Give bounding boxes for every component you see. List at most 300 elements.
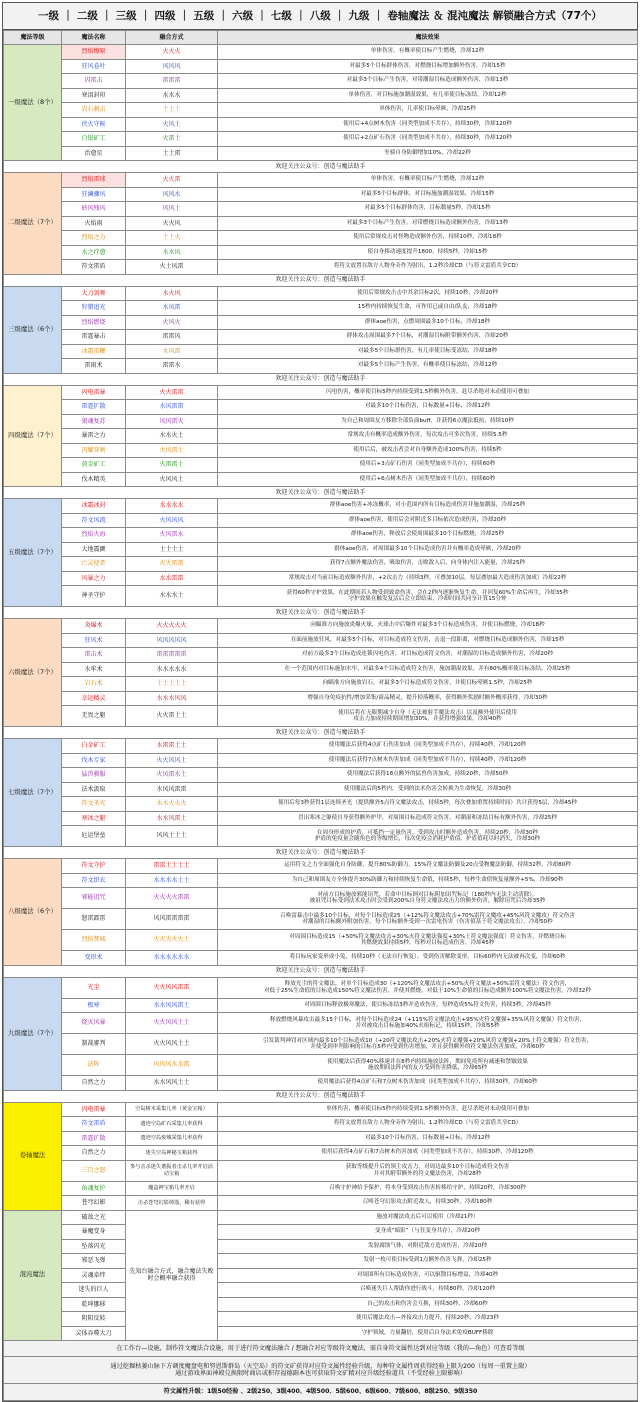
table-row [4, 260, 638, 275]
footer-row [4, 1341, 638, 1357]
magic-effect: 为自己和周围友方全体提升30%防御力和持续恢复生命值，持续5秒，每秒生命值恢复量额外+5%，冷却90秒 [218, 873, 638, 888]
magic-effect: 在一个范围内对目标施加水牢，对最多4个目标造成符文伤害，施加潮湿效果，并有80%概率使目标冻结，冷却25秒 [218, 662, 638, 677]
magic-name: 岩石刺击 [62, 103, 126, 118]
magic-name: 大地震颤 [62, 542, 126, 557]
tier-label: 二级魔法（7个） [4, 173, 62, 275]
table-row [4, 662, 638, 677]
magic-effect: 使用后+6点树木伤害（同类型加成不共存），持续60秒 [218, 472, 638, 487]
magic-name: 雷雨术 [62, 359, 126, 374]
table-row [4, 400, 638, 415]
tier-label: 五级魔法（7个） [4, 499, 62, 607]
magic-name: 角魂复护 [62, 1181, 126, 1196]
fusion-combo: 土土火 [126, 231, 218, 246]
magic-name: 大刀剑舞 [62, 286, 126, 301]
fusion-combo: 雷雷水 [126, 359, 218, 374]
table-row [4, 811, 638, 826]
fusion-combo: 火土风雷 [126, 260, 218, 275]
magic-effect: 使用后常规攻击对怪物造成额外伤害，持续10秒，冷却18秒 [218, 231, 638, 246]
fusion-combo: 土土土土 [126, 542, 218, 557]
magic-name: 亡灵使者 [62, 557, 126, 572]
notice-row [4, 847, 638, 859]
table-row [4, 359, 638, 374]
table-row [4, 245, 638, 260]
fusion-combo: 土土土土土 [126, 677, 218, 692]
magic-name: 砂风残风 [62, 202, 126, 217]
table-row [4, 1146, 638, 1161]
fusion-combo: 风风风水水雷 [126, 1055, 218, 1076]
magic-name: 烧灭风暴 [62, 1013, 126, 1034]
magic-effect: 常规攻击对当前目标造成额外伤害，+2次击力（持续3秒，可叠加10层，每层叠加最大造成伤害加成）冷却22秒 [218, 571, 638, 586]
magic-name: 符文雷盾 [62, 260, 126, 275]
fusion-combo: 火风雷土 [126, 443, 218, 458]
magic-effect: 群体aoe伤害，使用后会对附近多目标依次造成伤害，冷却20秒 [218, 513, 638, 528]
fusion-combo: 火雷土 [126, 132, 218, 147]
magic-effect: 获取等级提升后的领主攻击力，对周边最多10个目标造成符文伤害 并对其附带额外的符文魔法伤害，冷却28秒 [218, 1160, 638, 1181]
fusion-combo: 先知台融合方式，融合魔法失败时会概率融合获得 [126, 1210, 218, 1341]
magic-effect: 对最多5个目标群体伤害，对燃烧目标增加额外伤害，冷却15秒 [218, 59, 638, 74]
magic-fusion-sheet [2, 2, 638, 1402]
fusion-combo: 风风土土土 [126, 826, 218, 847]
fusion-combo: 水水风 [126, 245, 218, 260]
magic-name: 猛兽驯服 [62, 768, 126, 783]
table-row [4, 472, 638, 487]
table-row [4, 88, 638, 103]
magic-effect: 使用后后，被攻击者会对自身额外造成100%伤害，持续5秒 [218, 443, 638, 458]
table-row [4, 1239, 638, 1254]
magic-name: 烈焰燃烧 [62, 315, 126, 330]
fusion-combo: 雷雷风 [126, 330, 218, 345]
table-row [4, 1181, 638, 1196]
magic-effect: 使用魔法后获得40%移速并在8秒内持续施放法阵，期间免疫所有减速和禁锢效果 施放期间法阵内的友方受到伤害降低，冷却65秒 [218, 1055, 638, 1076]
table-row [4, 414, 638, 429]
magic-name: 狩猎追光 [62, 301, 126, 316]
magic-effect: 在面前施放狂风，对最多5个目标，对目标造成符文伤害，击退一段距离，对燃烧目标造成额外伤害，冷却15秒 [218, 633, 638, 648]
table-row [4, 998, 638, 1013]
table-row [4, 1268, 638, 1283]
table-row [4, 231, 638, 246]
magic-name: 伐木专家 [62, 753, 126, 768]
fusion-combo: 雷雷雷雷雷 [126, 648, 218, 663]
magic-name: 冰霜冰封 [62, 499, 126, 514]
notice-row [4, 487, 638, 499]
table-row [4, 187, 638, 202]
magic-effect: 对周围目标造成15（+50%符文魔法攻击+30%火符文魔法强度+30%土符文魔法强度）符文伤害，并燃烧目标 其燃烧效果持续5秒，每秒对目标造成伤害，冷却45秒 [218, 930, 638, 951]
table-row [4, 633, 638, 648]
magic-effect: 群体攻击周围最多7个目标，对潮湿目标附带额外伤害，冷却20秒 [218, 330, 638, 345]
magic-effect: 使用魔法后获得18点额外的猛兽伤害加成，持续20秒，冷却50秒 [218, 768, 638, 783]
magic-name: 伏火守候 [62, 117, 126, 132]
magic-name: 厄运堡垒 [62, 826, 126, 847]
magic-name: 寒泪封印 [62, 88, 126, 103]
table-row [4, 1297, 638, 1312]
magic-effect: 使用后获得4点矿石和7点树木伤害加成（同类型加成不共存），持续30秒，冷却120秒 [218, 1146, 638, 1161]
table-row [4, 768, 638, 783]
table-row [4, 429, 638, 444]
tier-label: 卷轴魔法 [4, 1102, 62, 1210]
magic-name: 符文守护 [62, 859, 126, 874]
magic-effect: 在周身形成的护盾，可抵挡一定量伤害，受到攻击时额外造成伤害，持续20秒，冷却30秒 护盾的免疫量会随角色的等级增长，每次免疫会消耗护盾值，护盾值耗尽时消失，冷却30秒 [218, 826, 638, 847]
notice-row [4, 965, 638, 977]
magic-name: 雷霆扩散 [62, 400, 126, 415]
fusion-combo: 火风风土 [126, 472, 218, 487]
magic-name: 灵魂牵绊 [62, 1268, 126, 1283]
magic-effect: 引发裁判神罚对区域内最多10个目标造成10（+20符文魔法攻击+20%火符文魔强+20%风符文魔强+20%土符文魔强）符文伤害， 并使受到审判影响的目标在5秒内受到伤害增加，并且获得额外的符文魔法伤害加成，冷却60秒 [218, 1034, 638, 1055]
magic-name: 怒雷霹雳 [62, 909, 126, 930]
magic-effect: 发射一枚可使目标受到1点额外伤害飞弹，冷却25秒 [218, 1254, 638, 1269]
magic-name: 狼魂复苏 [62, 414, 126, 429]
fusion-combo: 水风雷 [126, 301, 218, 316]
table-row [4, 132, 638, 147]
table-row [4, 1117, 638, 1132]
table-row [4, 1013, 638, 1034]
table-row [4, 1102, 638, 1117]
table-row [4, 499, 638, 514]
table-row [4, 739, 638, 754]
magic-name: 阴阳反转 [62, 1312, 126, 1327]
notice-row [4, 607, 638, 619]
tier-label: 一级魔法（8个） [4, 45, 62, 161]
notice-row [4, 274, 638, 286]
magic-effect: 群体aoe伤害，释放后会使周围最多10个目标燃烧，冷却25秒 [218, 528, 638, 543]
fusion-combo: 火火风风雷雷 [126, 977, 218, 998]
table-row [4, 458, 638, 473]
table-row [4, 202, 638, 217]
tier-label: 四级魔法（7个） [4, 385, 62, 487]
magic-table [3, 30, 638, 1401]
table-row [4, 1254, 638, 1269]
fusion-combo: 火火雷雷 [126, 385, 218, 400]
fusion-combo: 遗迹空岛矿石采集儿率获得 [126, 1117, 218, 1132]
magic-effect: 增强自身免疫抗性/增加采集/商品精灵，提升掉落概率，获得额外奖励时额外概率获得，冷却30秒 [218, 691, 638, 706]
table-row [4, 344, 638, 359]
magic-name: 破敌之光 [62, 1210, 126, 1225]
magic-name: 暴雷之力 [62, 429, 126, 444]
fusion-combo: 水水水水水 [126, 662, 218, 677]
table-row [4, 677, 638, 692]
magic-name: 极寒 [62, 998, 126, 1013]
fusion-combo: 风风风风风 [126, 633, 218, 648]
table-row [4, 330, 638, 345]
magic-name: 幸运精灵 [62, 691, 126, 706]
magic-effect: 单体伤害，对目标施加潮湿效果，有几率使目标冻结，冷却12秒 [218, 88, 638, 103]
magic-effect: 获得7点额外魔法伤害，吸取伤害，击败敌人后，向身体内注入能量，冷却25秒 [218, 557, 638, 572]
fusion-combo: 风风雷雷雷雷 [126, 909, 218, 930]
fusion-combo: 水风雷雷 [126, 400, 218, 415]
magic-name: 坠落闪光 [62, 1239, 126, 1254]
magic-name: 雷霆暴击 [62, 330, 126, 345]
table-header-row [4, 31, 638, 45]
magic-name: 雷霆扩散 [62, 1131, 126, 1146]
magic-name: 乾坤挪移 [62, 1297, 126, 1312]
header-name: 魔法名称 [62, 31, 126, 45]
table-row [4, 315, 638, 330]
fusion-combo: 火火火火火土 [126, 930, 218, 951]
fusion-combo: 水风风雷雷 [126, 782, 218, 797]
tier-label: 七级魔法（7个） [4, 739, 62, 847]
magic-effect: 召唤守护神给予保护，将本身受到攻击伤害转移给守护，持续20秒，冷却300秒 [218, 1181, 638, 1196]
magic-name: 水牢术 [62, 662, 126, 677]
magic-effect: 运用符文之力全面强化自身防御，提升80%防御力，15%符文魔法防御及20点受物魔法防御，持续32秒，冷却80秒 [218, 859, 638, 874]
table-row [4, 1055, 638, 1076]
notice-text: 欢迎关注公众号：创造与魔法助手 [4, 965, 638, 977]
table-row [4, 513, 638, 528]
magic-effect: 使用后将在无限期减少自身（无法被射手魔法攻击）以及额外使用后使用 攻击力加成持续期间增加30%，并获得增强效果，冷却40秒 [218, 706, 638, 727]
table-row [4, 930, 638, 951]
tier-label: 九级魔法（7个） [4, 977, 62, 1090]
notice-text: 欢迎关注公众号：创造与魔法助手 [4, 607, 638, 619]
table-row [4, 1131, 638, 1146]
table-row [4, 173, 638, 188]
magic-effect: 使用魔法后获得7点树木伤害加成（同类型加成不共存），持续40秒，冷却120秒 [218, 753, 638, 768]
page-title: 一级 ｜ 二级 ｜ 三级 ｜ 四级 ｜ 五级 ｜ 六级 ｜ 七级 ｜ 八级 ｜ 九级 ｜ 卷轴魔法 ＆ 混沌魔法 解锁融合方式（77个） [3, 3, 637, 30]
table-row [4, 1076, 638, 1091]
magic-name: 邪恶飞弹 [62, 1254, 126, 1269]
table-row [4, 103, 638, 118]
magic-effect: 使用后常规攻击击中其余目标2次，持续10秒，冷却20秒 [218, 286, 638, 301]
magic-name: 制裁審判 [62, 1034, 126, 1055]
fusion-combo: 水火风 [126, 286, 218, 301]
table-row [4, 826, 638, 847]
magic-effect: 群体aoe伤害，点燃周围最多10个目标，冷却18秒 [218, 315, 638, 330]
footer-line: 在工作台—设施，制作符文魔法合设施，用于进行符文魔法融合 / 想融合对应等级符文魔法，需自身符文属性达到对应等级（我的—角色）可查看等级 [4, 1341, 638, 1357]
magic-name: 狂澜骤风 [62, 187, 126, 202]
magic-name: 烈焰火海 [62, 528, 126, 543]
magic-effect: 对最多5个目标产生伤害，有概率使目标冻结，冷却12秒 [218, 359, 638, 374]
fusion-combo: 水水火土 [126, 429, 218, 444]
magic-name: 岩石术 [62, 677, 126, 692]
footer [4, 1341, 638, 1401]
magic-name: 符文雷盾 [62, 1117, 126, 1132]
table-row [4, 619, 638, 634]
table-row [4, 1160, 638, 1181]
fusion-combo: 水风雷 [126, 344, 218, 359]
magic-name: 三百之怒 [62, 1160, 126, 1181]
magic-effect: 群体aoe伤害+冰冻概率，对小范围内所有目标造成伤害并施加潮湿，冷却25秒 [218, 499, 638, 514]
fusion-combo: 水水水水水水 [126, 951, 218, 966]
fusion-combo: 水水风雷土 [126, 811, 218, 826]
magic-name: 狂风术 [62, 633, 126, 648]
notice-text: 欢迎关注公众号：创造与魔法助手 [4, 487, 638, 499]
fusion-combo: 风风土 [126, 202, 218, 217]
magic-name: 无畏之躯 [62, 706, 126, 727]
notice-text: 欢迎关注公众号：创造与魔法助手 [4, 727, 638, 739]
fusion-combo: 火风风风 [126, 513, 218, 528]
table-row [4, 117, 638, 132]
magic-name: 烈焰雷球 [62, 173, 126, 188]
table-row [4, 59, 638, 74]
fusion-combo: 水水水风风 [126, 691, 218, 706]
header-tier: 魔法等级 [4, 31, 62, 45]
magic-name: 伐木精英 [62, 472, 126, 487]
magic-effect: 对周围所有目标造成伤害，可以驱散目标增益，冷却40秒 [218, 1268, 638, 1283]
fusion-combo: 火火雷土土 [126, 706, 218, 727]
magic-effect: 释放燃烧风暴攻击最多15个目标，对每个目标造成24（+115%符文魔法攻击+95%火符文魔强+35%风符文魔强）符文伤害， 并对被攻击目标施加40%火焰标记，持续15秒，冷却55秒 [218, 1013, 638, 1034]
fusion-combo: 参与击杀迷失谐振者击杀儿率开启活动宝箱 [126, 1160, 218, 1181]
magic-name: 灵体吞噬大刀 [62, 1326, 126, 1341]
table-row [4, 1210, 638, 1225]
table-row [4, 286, 638, 301]
table-row [4, 909, 638, 930]
fusion-combo: 水水风风土土 [126, 1076, 218, 1091]
table-row [4, 691, 638, 706]
table-row [4, 443, 638, 458]
fusion-combo: 土土雷 [126, 146, 218, 161]
fusion-combo: 火风土 [126, 117, 218, 132]
fusion-combo: 火雷雷土 [126, 458, 218, 473]
magic-name: 寒冰之躯 [62, 811, 126, 826]
tier-label: 六级魔法（7个） [4, 619, 62, 727]
fusion-combo: 水水风风雷土 [126, 998, 218, 1013]
magic-effect: 使用后+4点树木伤害（同类型加成不共存），持续30秒，冷却120秒 [218, 117, 638, 132]
fusion-combo: 风风水 [126, 187, 218, 202]
magic-name: 烈焰燎原 [62, 45, 126, 60]
magic-effect: 单体伤害，概率使目标5秒内持续受到1.5秒额外伤害，赶尽杀绝对未动使用可叠加 [218, 1102, 638, 1117]
tier-label: 八级魔法（6个） [4, 859, 62, 966]
fusion-combo: 火火火 [126, 45, 218, 60]
magic-name: 治愈星 [62, 146, 126, 161]
table-row [4, 385, 638, 400]
fusion-combo: 空岛树木采集儿率（黄金宝箱） [126, 1102, 218, 1117]
magic-name: 火焰雨 [62, 216, 126, 231]
fusion-combo: 水水水水 [126, 499, 218, 514]
fusion-combo: 水水水 [126, 88, 218, 103]
magic-name: 自然之力 [62, 1076, 126, 1091]
magic-effect: 获得60秒守护效果，在此期间若人物受到致命伤害，会在2秒内逐渐恢复生命，并回复60%生命后再生，冷却35秒 守护效果在触发复活后会立即结束，冷却时间共同享计算15分钟 [218, 586, 638, 607]
fusion-combo: 水水水土 [126, 586, 218, 607]
magic-name: 水之疗愈 [62, 245, 126, 260]
magic-name: 白金矿工 [62, 739, 126, 754]
magic-name: 变形术 [62, 951, 126, 966]
magic-effect: 施放对魔法攻击后可以使用（冷却21秒） [218, 1210, 638, 1225]
fusion-combo: 火火风风土土 [126, 1013, 218, 1034]
table-row [4, 873, 638, 888]
magic-name: 白银矿工 [62, 132, 126, 147]
notice-text: 欢迎关注公众号：创造与魔法助手 [4, 1090, 638, 1102]
magic-effect: 冒出寒冰之躯使自身获得额外护甲，对周围目标造成符文伤害，对潮湿和冻结目标有额外伤害，冷却25秒 [218, 811, 638, 826]
fusion-combo: 火火火火雷雷 [126, 888, 218, 909]
notice-row [4, 373, 638, 385]
magic-effect: 使自身移动速度提升1800，持续5秒，冷却15秒 [218, 245, 638, 260]
table-row [4, 528, 638, 543]
magic-effect: 单体伤害，有概率使目标产生燃烧，冷却12秒 [218, 173, 638, 188]
table-row [4, 753, 638, 768]
magic-name: 冰霜雷鞭 [62, 344, 126, 359]
table-row [4, 859, 638, 874]
magic-name: 符文风流 [62, 513, 126, 528]
header-effect: 魔法效果 [218, 31, 638, 45]
fusion-combo: 魔盒神宝箱几率开启 [126, 1181, 218, 1196]
table-row [4, 1326, 638, 1341]
notice-text: 欢迎关注公众号：创造与魔法助手 [4, 161, 638, 173]
magic-effect: 守护领域，力量翻倍，使用后自身法术免疫BUFF移除 [218, 1326, 638, 1341]
magic-name: 烈焰焚城 [62, 930, 126, 951]
magic-effect: 对最多5个目标群体伤害，目标数量5秒，冷却15秒 [218, 202, 638, 217]
magic-name: 法术汲取 [62, 782, 126, 797]
magic-name: 迷失的巨人 [62, 1283, 126, 1298]
fusion-combo: 击杀苍穹幻影掉落，稀有获得 [126, 1196, 218, 1211]
table-row [4, 1034, 638, 1055]
fusion-combo: 火火风 [126, 216, 218, 231]
magic-name: 风暴之力 [62, 571, 126, 586]
table-row [4, 648, 638, 663]
fusion-combo: 雷雷雷 [126, 74, 218, 89]
fusion-combo: 水水雷雷 [126, 571, 218, 586]
magic-name: 邪能诅咒 [62, 888, 126, 909]
magic-effect: 对前方目标施放邪能诅咒，若命中目标则对目标附加诅咒标记（180秒内无法主动清除）， 被诅咒目标受到法术攻击时会受到200%自身符文魔法攻击力的额外伤害，解除诅咒后冷却35秒 [218, 888, 638, 909]
magic-effect: 使用魔法后获得4点矿石伤害加成（同类型加成不共存），持续40秒，冷却120秒 [218, 739, 638, 754]
table-row [4, 977, 638, 998]
fusion-combo: 风风风 [126, 59, 218, 74]
fusion-combo: 火火雷雷 [126, 557, 218, 572]
notice-row [4, 727, 638, 739]
magic-effect: 召唤迷失巨人帮助你进行战斗，持续80秒，冷却120秒 [218, 1283, 638, 1298]
magic-effect: 召唤苍穹幻影攻击附近敌人，持续30秒，冷却180秒 [218, 1196, 638, 1211]
magic-name: 闪耀穿刺 [62, 443, 126, 458]
table-row [4, 706, 638, 727]
table-row [4, 45, 638, 60]
magic-name: 法阵 [62, 1055, 126, 1076]
footer-line: 通过挖掘枯萎山脉下方调度魔盘电和努恩斯群岛（天空岛）的符文矿获得对应符文属性经验升级，每种符文属性周获得经验上限为200（每周一重置上限） 通过游戏界面神殿兑换限时商店或积存福德副本也可获取符文矿精对应升级经验道具（不受经验上限影响） [4, 1357, 638, 1384]
magic-effect: 群体aoe伤害，对周围最多10个目标造成伤害并有概率造成晕厥，冷却20秒 [218, 542, 638, 557]
fusion-combo: 风风雷火 [126, 414, 218, 429]
magic-effect: 常规攻击有概率造成额外伤害，每次攻击可多次伤害，持续5.5秒 [218, 429, 638, 444]
magic-effect: 对最多5个目标群体，对目标施加潮湿效果，冷却15秒 [218, 187, 638, 202]
fusion-combo: 火风火 [126, 315, 218, 330]
magic-effect: 对最多10个目标伤害，目标数量+目标，冷却12秒 [218, 400, 638, 415]
magic-effect: 自己的攻击和伤害会互换，持续30秒，冷却60秒 [218, 1297, 638, 1312]
table-row [4, 301, 638, 316]
magic-name: 苍穹幻影 [62, 1196, 126, 1211]
table-row [4, 1225, 638, 1240]
footer-line: 符文属性升级：1级50经验 、2级250、3级400、4级500、5级600、6级600、7级600、8级250、9级350 [4, 1384, 638, 1401]
magic-name: 狂风卷叶 [62, 59, 126, 74]
table-row [4, 542, 638, 557]
magic-effect: 对最多3个目标产生伤害，对带燃烧目标造成额外伤害，冷却13秒 [218, 216, 638, 231]
notice-text: 欢迎关注公众号：创造与魔法助手 [4, 373, 638, 385]
magic-effect: 对最多3个目标产生伤害，对带潮湿目标造成额外伤害，冷却13秒 [218, 74, 638, 89]
magic-name: 闪电雷暴 [62, 385, 126, 400]
magic-effect: 对最多10个目标伤害，目标数量+目标，冷却12秒 [218, 1131, 638, 1146]
fusion-combo: 火风雷水 [126, 528, 218, 543]
notice-row [4, 161, 638, 173]
table-row [4, 1283, 638, 1298]
table-row [4, 951, 638, 966]
table-row [4, 557, 638, 572]
fusion-combo: 火火火火火 [126, 619, 218, 634]
magic-effect: 使用后+3点矿石伤害（同类型加成不共存），持续60秒 [218, 458, 638, 473]
magic-name: 闪雷击 [62, 74, 126, 89]
magic-name: 神圣守护 [62, 586, 126, 607]
notice-text: 欢迎关注公众号：创造与魔法助手 [4, 847, 638, 859]
magic-effect: 释放光尘的符文魔法，对单个目标造成30（+120%符文魔法攻击+50%火符文魔法+50%雷符文魔法）符文伤害， 对低于25%生命值的目标造成150%符文魔法伤害，并使其燃烧，对低于10%生命值的目标造成额外100%符文魔法伤害，冷却32秒 [218, 977, 638, 998]
magic-effect: 闪电伤害，概率使目标5秒内持续受到1.5秒额外伤害，赶尽杀绝对未动使用可叠加 [218, 385, 638, 400]
magic-effect: 向瞄准方向施放岩石，对最多3个目标造成符文伤害，并使目标晕厥1.5秒，冷却25秒 [218, 677, 638, 692]
magic-effect: 向瞄准方向施放炎爆火球，火球击中后爆炸对最多3个目标造成伤害，并使目标燃烧，冷却18秒 [218, 619, 638, 634]
magic-effect: 使用魔法后的5秒内，受到的法术伤害会转换为生命恢复，冷却30秒 [218, 782, 638, 797]
magic-effect: 召唤雷暴击中最多10个目标，对每个目标造成25（+12%符文魔法攻击+70%雷符文魔攻+45%风符文魔攻）符文伤害 对潮湿的目标额外附加伤害，每个目标额外受到一次雷电伤害（伤害值基于符文魔法攻击），冷却50秒 [218, 909, 638, 930]
magic-name: 闪电雷暴 [62, 1102, 126, 1117]
magic-name: 炎爆术 [62, 619, 126, 634]
fusion-combo: 火火雷 [126, 173, 218, 188]
magic-effect: 15秒内持续恢复生命，可作用已或自由/队友，冷却18秒 [218, 301, 638, 316]
fusion-combo: 土土土 [126, 103, 218, 118]
table-row [4, 571, 638, 586]
magic-effect: 使用后+2点矿石伤害（同类型加成不共存），持续30秒，冷却120秒 [218, 132, 638, 147]
table-row [4, 1312, 638, 1327]
table-row [4, 216, 638, 231]
magic-name: 自然之力 [62, 1146, 126, 1161]
tier-label: 三级魔法（6个） [4, 286, 62, 373]
